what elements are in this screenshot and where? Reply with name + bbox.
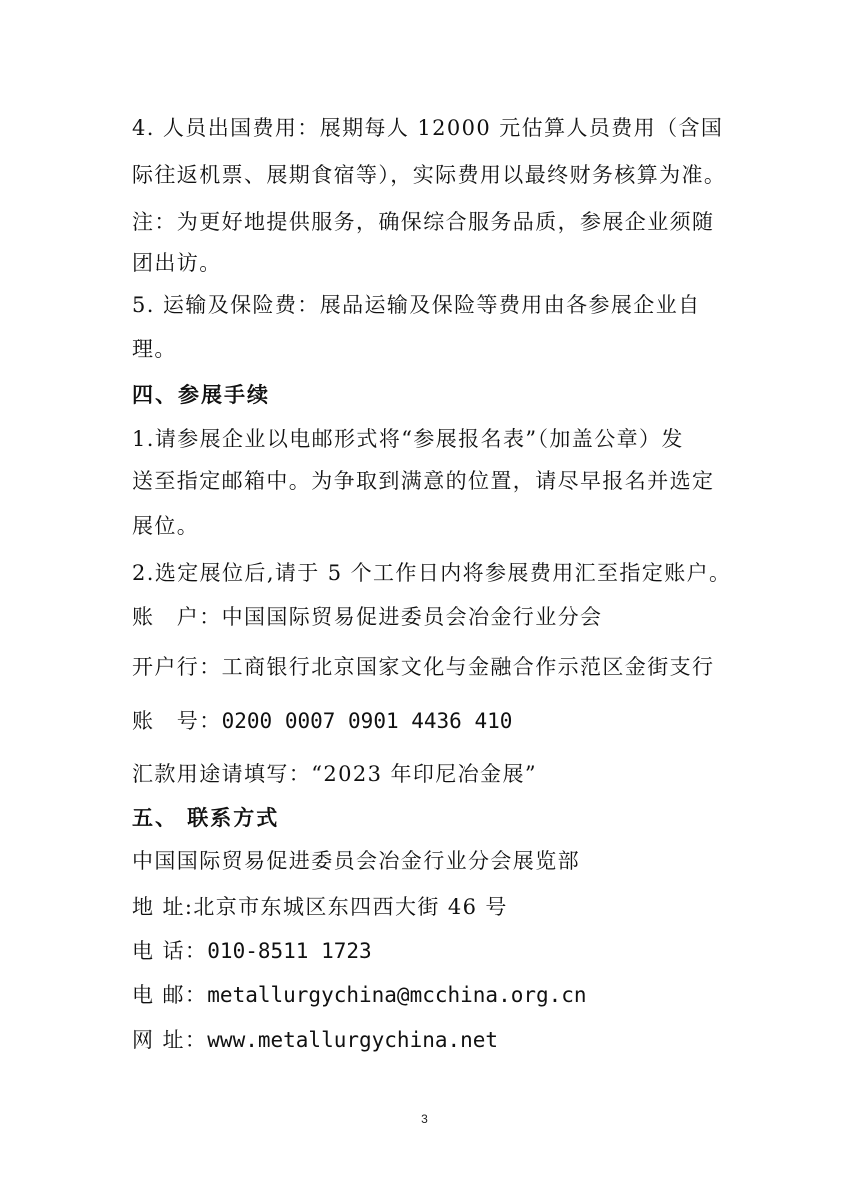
account-number-label: 账 号：: [132, 709, 222, 733]
account-name: 账 户：中国国际贸易促进委员会冶金行业分会: [132, 605, 603, 629]
note-line2: 团出访。: [132, 251, 222, 275]
email-row: [132, 980, 732, 1010]
phone-label: 电 话：: [132, 939, 208, 963]
page-number: 3: [421, 1112, 428, 1126]
address-row: [132, 892, 732, 922]
contact-organization: 中国国际贸易促进委员会冶金行业分会展览部: [132, 849, 580, 873]
website-label: 网 址：: [132, 1028, 208, 1052]
item4-line1: 4. 人员出国费用：展期每人 12000 元估算人员费用（含国: [132, 116, 724, 140]
address-label: 地 址:: [132, 895, 194, 919]
item4-line2: 际往返机票、展期食宿等），实际费用以最终财务核算为准。: [132, 163, 727, 187]
account-number: 0200 0007 0901 4436 410: [221, 709, 513, 733]
email-label: 电 邮：: [132, 983, 208, 1007]
website-row: [132, 1025, 732, 1055]
step1-line2: 送至指定邮箱中。为争取到满意的位置，请尽早报名并选定: [132, 469, 715, 493]
address-value: 北京市东城区东四西大街 46 号: [193, 895, 508, 919]
item5-line2: 理。: [132, 337, 177, 361]
section4-heading: 四、参展手续: [132, 383, 270, 407]
website-link[interactable]: www.metallurgychina.net: [207, 1028, 499, 1052]
note-line1: 注：为更好地提供服务，确保综合服务品质，参展企业须随: [132, 210, 715, 234]
step2: 2.选定展位后,请于 5 个工作日内将参展费用汇至指定账户。: [132, 561, 732, 585]
email-link[interactable]: metallurgychina@mcchina.org.cn: [207, 983, 587, 1007]
bank-name: 开户行：工商银行北京国家文化与金融合作示范区金街支行: [132, 655, 715, 679]
remittance-purpose: 汇款用途请填写：“2023 年印尼冶金展”: [132, 762, 537, 786]
step1-line1: 1.请参展企业以电邮形式将“参展报名表”（加盖公章）发: [132, 427, 684, 451]
phone-value: 010-8511 1723: [207, 939, 372, 963]
step1-line3: 展位。: [132, 514, 200, 538]
phone-row: [132, 936, 732, 966]
account-number-row: [132, 706, 732, 736]
section5-heading: 五、 联系方式: [132, 806, 280, 830]
item5-line1: 5. 运输及保险费：展品运输及保险等费用由各参展企业自: [132, 293, 701, 317]
